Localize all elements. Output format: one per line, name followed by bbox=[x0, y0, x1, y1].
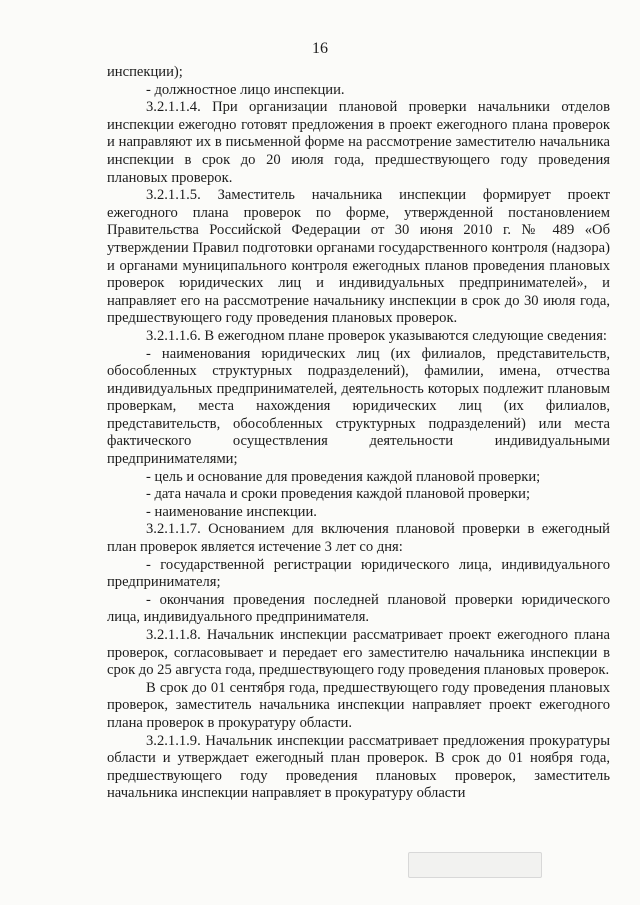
paragraph: - наименование инспекции. bbox=[146, 503, 317, 520]
paragraph: - цель и основание для проведения каждой плановой проверки; bbox=[146, 468, 541, 485]
paragraph: 3.2.1.1.8. Начальник инспекции рассматривает проект ежегодного плана проверок, согласовывает и передает его заместителю начальника инспекции в срок до 25 августа года, предшествующего году проведения плановых проверок. bbox=[107, 627, 610, 679]
paragraph: 3.2.1.1.5. Заместитель начальника инспекции формирует проект ежегодного плана проверок по форме, утвержденной постановлением Правительства Российской Федерации от 30 июня 2010 г. № 489 «Об утверждении Правил подготовки органами государственного контроля (надзора) и органами муниципального контроля ежегодных планов проведения плановых проверок юридических лиц и индивидуальных предпринимателей», и направляет его на рассмотрение начальнику инспекции в срок до 30 июля года, предшествующего году проведения плановых проверок. bbox=[107, 187, 610, 327]
paragraph: - окончания проведения последней плановой проверки юридического лица, индивидуального предпринимателя. bbox=[107, 591, 610, 626]
stamp-mark bbox=[408, 852, 542, 878]
paragraph: 3.2.1.1.6. В ежегодном плане проверок указываются следующие сведения: bbox=[146, 327, 607, 344]
paragraph: - государственной регистрации юридического лица, индивидуального предпринимателя; bbox=[107, 556, 610, 591]
paragraph: В срок до 01 сентября года, предшествующего году проведения плановых проверок, заместитель начальника инспекции направляет проект ежегодного плана проверок в прокуратуру области. bbox=[107, 679, 610, 731]
document-body bbox=[107, 64, 610, 803]
paragraph: инспекции); bbox=[107, 64, 183, 80]
paragraph: 3.2.1.1.4. При организации плановой проверки начальники отделов инспекции ежегодно готовят предложения в проект ежегодного плана проверок и направляют их в письменной форме на рассмотрение заместителю начальника инспекции в срок до 20 июля года, предшествующего году проведения плановых проверок. bbox=[107, 99, 610, 186]
page-number: 16 bbox=[312, 40, 328, 57]
paragraph: - должностное лицо инспекции. bbox=[146, 81, 345, 98]
paragraph: 3.2.1.1.7. Основанием для включения плановой проверки в ежегодный план проверок является истечение 3 лет со дня: bbox=[107, 521, 610, 556]
paragraph: - наименования юридических лиц (их филиалов, представительств, обособленных структурных подразделений), фамилии, имена, отчества индивидуальных предпринимателей, деятельность которых подлежит плановым проверкам, места нахождения юридических лиц (их филиалов, представительств, обособленных структурных подразделений) или места фактического осуществления деятельности индивидуальными предпринимателями; bbox=[107, 345, 610, 468]
paragraph: - дата начала и сроки проведения каждой плановой проверки; bbox=[146, 486, 530, 503]
paragraph: 3.2.1.1.9. Начальник инспекции рассматривает предложения прокуратуры области и утверждает ежегодный план проверок. В срок до 01 ноября года, предшествующего году проведения плановых проверок, заместитель начальника инспекции направляет в прокуратуру области bbox=[107, 732, 610, 802]
